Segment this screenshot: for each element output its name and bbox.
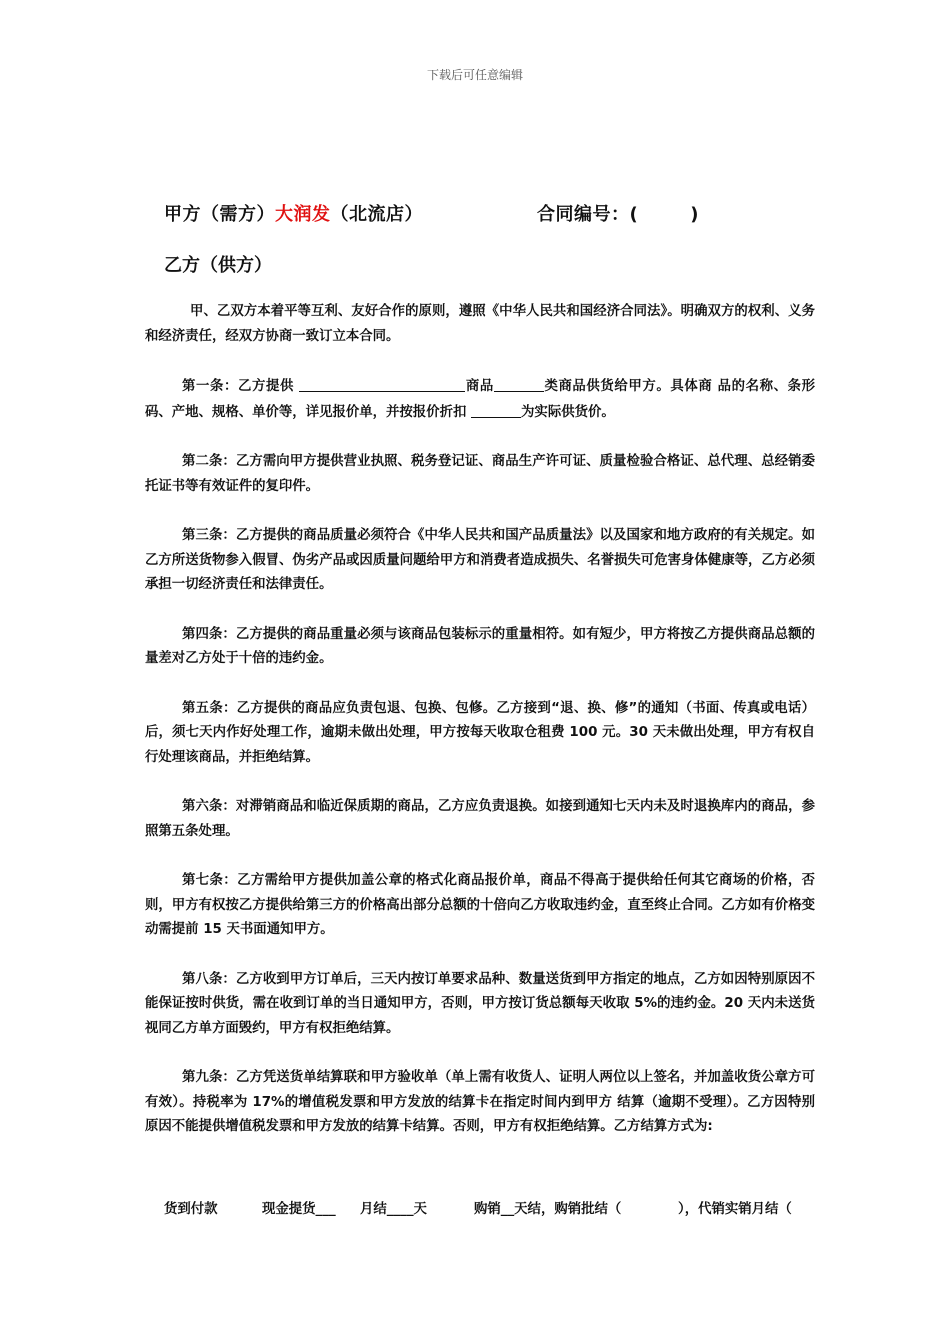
party-a [164, 200, 423, 226]
clause-5: 第五条：乙方提供的商品应负责包退、包换、包修。乙方接到“退、换、修”的通知（书面、传真或电话）后，须七天内作好处理工作，逾期未做出处理，甲方按每天收取仓租费 100 元。30 天未做出处理，甲方有权自行处理该商品，并拒绝结算。 [145, 700, 815, 765]
watermark: 下载后可任意编辑 [426, 68, 523, 82]
blank-category [494, 374, 544, 392]
clause-7: 第七条：乙方需给甲方提供加盖公章的格式化商品报价单，商品不得高于提供给任何其它商场的价格，否则，甲方有权按乙方提供给第三方的价格高出部分总额的十倍向乙方收取违约金，直至终止合同。乙方如有价格变动需提前 15 天书面通知甲方。 [145, 873, 815, 937]
clause-6: 第六条：对滞销商品和临近保质期的商品，乙方应负责退换。如接到通知七天内未及时退换库内的商品，参照第五条处理。 [145, 799, 815, 839]
party-b: 乙方（供方） [164, 255, 272, 276]
payment-monthly: 月结____天 [360, 1202, 427, 1217]
party-a-store: （北流店） [330, 204, 423, 225]
payment-cod: 货到付款 [164, 1202, 218, 1217]
clause-1-c: 类商品供货给甲方。具体商 品的名称、条形码、产地、规格、单价等，详见报价单，并按报价折扣 [145, 379, 816, 420]
blank-product [299, 374, 465, 392]
clause-1-a: 第一条：乙方提供 [182, 379, 294, 394]
payment-cash: 现金提货___ [262, 1202, 336, 1217]
intro-paragraph: 甲、乙双方本着平等互利、友好合作的原则，遵照《中华人民共和国经济合同法》。明确双方的权利、义务和经济责任，经双方协商一致订立本合同。 [145, 304, 815, 344]
payment-purchase-close: ），代销实销月结（ [678, 1202, 792, 1217]
clause-1-d: 为实际供货价。 [521, 404, 615, 420]
clause-4: 第四条：乙方提供的商品重量必须与该商品包装标示的重量相符。如有短少，甲方将按乙方提供商品总额的量差对乙方处于十倍的违约金。 [145, 626, 815, 666]
contract-body [145, 300, 815, 1165]
contract-number-label: 合同编号：( [537, 204, 639, 225]
clause-8: 第八条：乙方收到甲方订单后，三天内按订单要求品种、数量送货到甲方指定的地点，乙方如因特别原因不能保证按时供货，需在收到订单的当日通知甲方，否则，甲方按订货总额每天收取 5%的违约金。20 天内未送货视同乙方单方面毁约，甲方有权拒绝结算。 [145, 971, 815, 1036]
blank-discount [471, 400, 521, 418]
contract-number-close: ) [690, 204, 699, 225]
clause-2: 第二条：乙方需向甲方提供营业执照、税务登记证、商品生产许可证、质量检验合格证、总代理、总经销委托证书等有效证件的复印件。 [145, 454, 815, 494]
party-a-brand: 大润发 [275, 204, 331, 225]
clause-1 [145, 374, 815, 425]
contract-number [537, 200, 699, 226]
clause-9: 第九条：乙方凭送货单结算联和甲方验收单（单上需有收货人、证明人两位以上签名，并加盖收货公章方可有效）。持税率为 17%的增值税发票和甲方发放的结算卡在指定时间内到甲方 结算（逾期不受理）。乙方因特别原因不能提供增值税发票和甲方发放的结算卡结算。否则，甲方有权拒绝结算。乙方结算方式为: [145, 1070, 815, 1134]
clause-1-b: 商品 [465, 379, 494, 394]
payment-purchase: 购销__天结，购销批结（ [474, 1202, 622, 1217]
party-a-prefix: 甲方（需方） [164, 204, 275, 225]
clause-3: 第三条：乙方提供的商品质量必须符合《中华人民共和国产品质量法》以及国家和地方政府的有关规定。如乙方所送货物参入假冒、伪劣产品或因质量问题给甲方和消费者造成损失、名誉损失可危害身体健康等，乙方必须承担一切经济责任和法律责任。 [145, 528, 815, 592]
